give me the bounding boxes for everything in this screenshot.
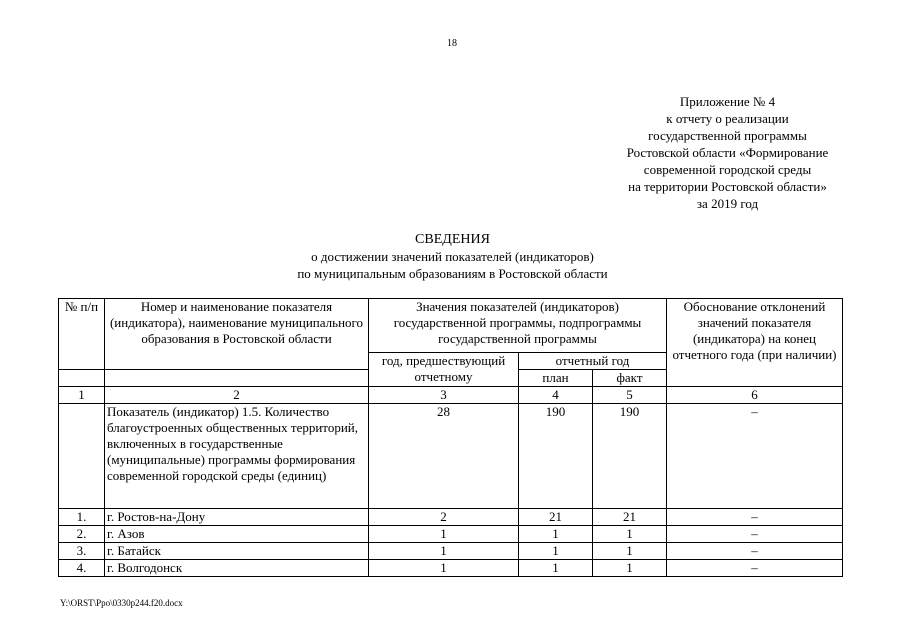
row-num: 1.	[59, 509, 105, 526]
table-row	[59, 509, 843, 526]
row-prev: 1	[369, 526, 519, 543]
col-number: 1	[59, 387, 105, 404]
row-name: г. Волгодонск	[105, 560, 369, 577]
row-plan: 1	[519, 526, 593, 543]
row-reason: –	[667, 509, 843, 526]
table-row	[59, 560, 843, 577]
col-number: 3	[369, 387, 519, 404]
heading-line: о достижении значений показателей (индикаторов)	[311, 249, 594, 264]
table-row	[59, 526, 843, 543]
appendix-line: к отчету о реализации	[666, 111, 789, 126]
row-fact: 21	[593, 509, 667, 526]
row-prev: 1	[369, 560, 519, 577]
row-reason: –	[667, 560, 843, 577]
row-name: г. Батайск	[105, 543, 369, 560]
row-plan: 1	[519, 543, 593, 560]
header-values: Значения показателей (индикаторов) государственной программы, подпрограммы государственной программы	[369, 299, 667, 353]
appendix-line: Приложение № 4	[679, 94, 776, 109]
table-row	[59, 543, 843, 560]
heading-line: по муниципальным образованиям в Ростовской области	[297, 266, 608, 281]
row-name: г. Азов	[105, 526, 369, 543]
row-reason: –	[667, 526, 843, 543]
indicators-table	[58, 298, 843, 577]
col-number: 5	[593, 387, 667, 404]
appendix-line: современной городской среды	[643, 162, 812, 177]
row-name: г. Ростов-на-Дону	[105, 509, 369, 526]
header-prev-year: год, предшествующий отчетному	[369, 353, 519, 387]
row-fact: 1	[593, 560, 667, 577]
indicator-reason: –	[667, 404, 843, 509]
indicator-num	[59, 404, 105, 509]
page-number: 18	[447, 38, 457, 49]
row-plan: 21	[519, 509, 593, 526]
row-num: 3.	[59, 543, 105, 560]
header-report-year: отчетный год	[519, 353, 667, 370]
header-num: № п/п	[59, 299, 105, 370]
header-reason: Обоснование отклонений значений показателя (индикатора) на конец отчетного года (при наличии)	[667, 299, 843, 387]
header-plan: план	[519, 370, 593, 387]
appendix-line: государственной программы	[648, 128, 807, 143]
appendix-line: Ростовской области «Формирование	[626, 145, 829, 160]
column-number-row	[59, 387, 843, 404]
row-reason: –	[667, 543, 843, 560]
indicator-prev: 28	[369, 404, 519, 509]
row-plan: 1	[519, 560, 593, 577]
appendix-block	[570, 93, 885, 212]
indicator-plan: 190	[519, 404, 593, 509]
indicator-fact: 190	[593, 404, 667, 509]
row-fact: 1	[593, 526, 667, 543]
header-name-cont	[105, 370, 369, 387]
document-heading	[200, 231, 705, 282]
header-fact: факт	[593, 370, 667, 387]
col-number: 4	[519, 387, 593, 404]
col-number: 6	[667, 387, 843, 404]
header-num-cont	[59, 370, 105, 387]
indicator-row	[59, 404, 843, 509]
row-fact: 1	[593, 543, 667, 560]
row-prev: 2	[369, 509, 519, 526]
col-number: 2	[105, 387, 369, 404]
row-num: 4.	[59, 560, 105, 577]
header-name: Номер и наименование показателя (индикатора), наименование муниципального образования в Ростовской области	[105, 299, 369, 370]
appendix-line: за 2019 год	[696, 196, 759, 211]
row-num: 2.	[59, 526, 105, 543]
appendix-line: на территории Ростовской области»	[628, 179, 827, 194]
row-prev: 1	[369, 543, 519, 560]
heading-title: СВЕДЕНИЯ	[415, 232, 490, 247]
file-path-footer: Y:\ORST\Ppo\0330p244.f20.docx	[60, 598, 183, 608]
indicator-name: Показатель (индикатор) 1.5. Количество благоустроенных общественных территорий, включенных в государственные (муниципальные) программы формирования современной городской среды (единиц)	[105, 404, 369, 509]
